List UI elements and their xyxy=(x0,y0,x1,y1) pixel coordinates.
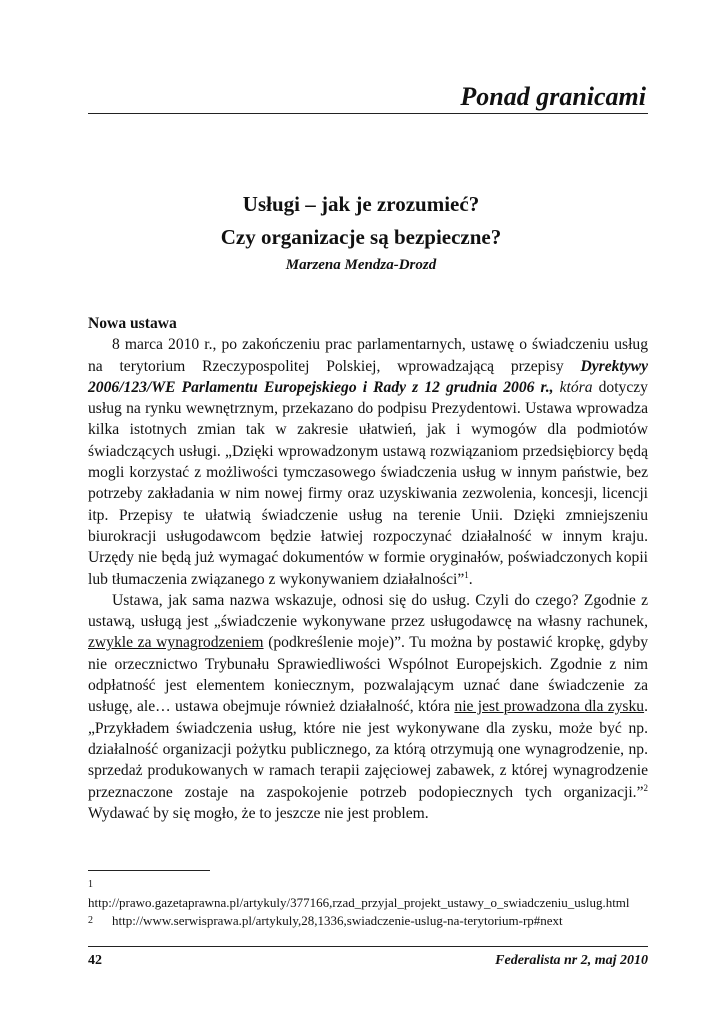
page-number: 42 xyxy=(88,953,102,968)
section-heading: Nowa ustawa xyxy=(88,315,177,332)
p1-text-b: dotyczy usług na rynku wewnętrznym, przekazano do podpisu Prezydentowi. Ustawa wprowadza kilka istotnych zmian tak w zakresie ułatwień, jak i wymogów dla podmiotów świadczących usługi. „Dzięki wprowadzonym ustawą rozwiązaniom przedsiębiorcy będą mogli korzystać z możliwości tymczasowego świadczenia usług w innym państwie, bez potrzeby zakładania w nim nowej firmy oraz uzyskiwania zezwolenia, koncesji, licencji itp. Przepisy te ułatwią świadczenie usług na terenie Unii. Dzięki zmniejszeniu biurokracji usługodawcom będzie łatwiej rozpoczynać działalność w innym kraju. Urzędy nie będą już wymagać dokumentów w formie oryginałów, poświadczonych kopii lub tłumaczenia związanego z wykonywaniem działalności” xyxy=(88,378,648,588)
p2-text-d: Wydawać by się mogło, że to jeszcze nie jest problem. xyxy=(88,804,429,822)
article-body xyxy=(88,313,648,824)
paragraph-2 xyxy=(88,590,648,824)
p1-end: . xyxy=(468,570,473,588)
article-title-line1: Usługi – jak je zrozumieć? xyxy=(242,192,480,216)
p2-text-c: . „Przykładem świadczenia usług, które nie jest wykonywane dla zysku, może być np. działalność organizacji pożytku publicznego, za którą otrzymują one wynagrodzenie, np. sprzedaż produkowanych w ramach terapii zajęciowej zabawek, z której wynagrodzenie przeznaczone zostaje na zaspokojenie potrzeb podopiecznych tych organizacji.” xyxy=(88,698,648,801)
p2-text-b: (podkreślenie moje)”. Tu można by postawić kropkę, gdyby nie orzecznictwo Trybunału Sprawiedliwości Wspólnot Europejskich. Zgodnie z nim odpłatność jest elementem koniecznym, pozwalającym uznać dane świadczenie za usługę, ale… ustawa obejmuje również działalność, która xyxy=(88,634,648,716)
footnote-rule xyxy=(88,870,210,871)
footer-rule xyxy=(88,946,648,947)
paragraph-1 xyxy=(88,334,648,590)
p2-text-a: Ustawa, jak sama nazwa wskazuje, odnosi się do usług. Czyli do czego? Zgodnie z ustawą, usługą jest „świadczenie wykonywane przez usługodawcę na własny rachunek, xyxy=(88,591,648,631)
footnote-ref-2: 2 xyxy=(643,782,648,793)
header-rule xyxy=(88,113,648,114)
p1-ktora: która xyxy=(553,378,593,396)
p1-directive: Dyrektywy 2006/123/WE Parlamentu Europejskiego i Rady z 12 grudnia 2006 r., xyxy=(88,357,648,396)
footnote-1 xyxy=(88,876,648,912)
section-header-title: Ponad granicami xyxy=(460,82,646,111)
journal-name: Federalista nr 2, maj 2010 xyxy=(495,953,648,968)
footnote-1-number: 1 xyxy=(88,879,93,890)
p2-underline-1: zwykle za wynagrodzeniem xyxy=(88,634,264,652)
footnote-2 xyxy=(88,912,648,930)
p1-text-a: 8 marca 2010 r., po zakończeniu prac parlamentarnych, ustawę o świadczeniu usług na terytorium Rzeczypospolitej Polskiej, wprowadzającą przepisy xyxy=(88,336,648,375)
footnote-ref-1: 1 xyxy=(464,569,469,580)
article-title-line2: Czy organizacje są bezpieczne? xyxy=(220,225,502,249)
p2-underline-2: nie jest prowadzona dla zysku xyxy=(454,698,645,716)
footnote-2-link[interactable]: http://www.serwisprawa.pl/artykuly,28,1336,swiadczenie-uslug-na-terytorium-rp#next xyxy=(112,913,563,928)
footnote-1-link[interactable]: http://prawo.gazetaprawna.pl/artykuly/377166,rzad_przyjal_projekt_ustawy_o_swiadczeniu_uslug.html xyxy=(88,895,630,910)
footnote-2-number: 2 xyxy=(88,915,93,926)
article-author: Marzena Mendza-Drozd xyxy=(285,257,437,273)
